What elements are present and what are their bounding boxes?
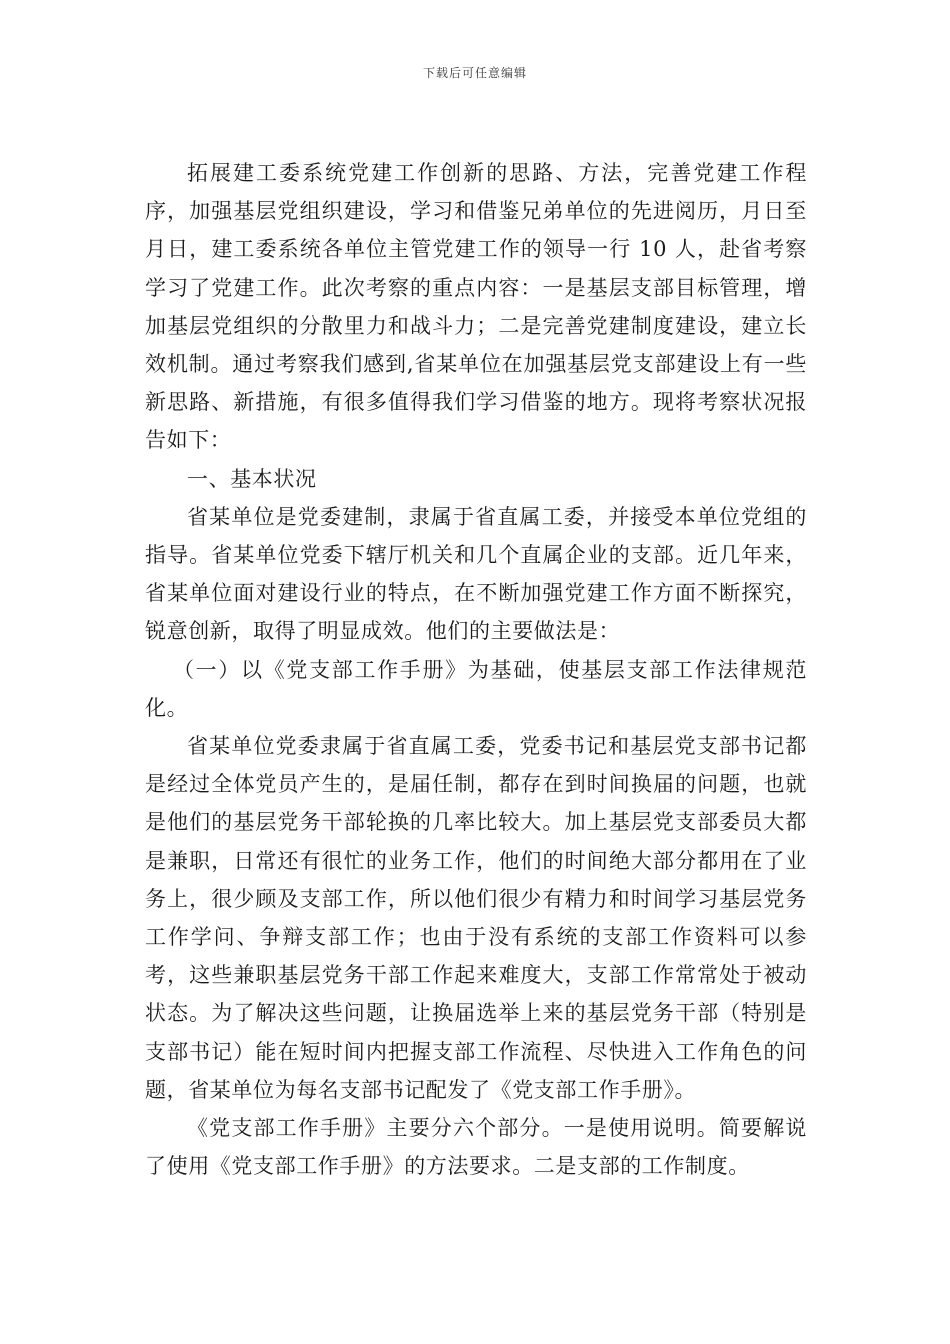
page-header-note: 下载后可任意编辑 xyxy=(422,66,527,80)
handbook-background-paragraph: 省某单位党委隶属于省直属工委，党委书记和基层党支部书记都是经过全体党员产生的，是届任制，都存在到时间换届的问题，也就是他们的基层党务干部轮换的几率比较大。加上基层党支部委员大都是兼职，日常还有很忙的业务工作，他们的时间绝大部分都用在了业务上，很少顾及支部工作，所以他们很少有精力和时间学习基层党务工作学问、争辩支部工作；也由于没有系统的支部工作资料可以参考，这些兼职基层党务干部工作起来难度大，支部工作常常处于被动状态。为了解决这些问题，让换届选举上来的基层党务干部（特别是支部书记）能在短时间内把握支部工作流程、尽快进入工作角色的问题，省某单位为每名支部书记配发了《党支部工作手册》。 xyxy=(145,734,807,1102)
handbook-parts-paragraph: 《党支部工作手册》主要分六个部分。一是使用说明。简要解说了使用《党支部工作手册》的方法要求。二是支部的工作制度。 xyxy=(145,1116,807,1179)
document-body xyxy=(145,154,807,1185)
section-heading-basic-situation: 一、基本状况 xyxy=(187,466,317,491)
subsection-heading-1: （一）以《党支部工作手册》为基础，使基层支部工作法律规范化。 xyxy=(145,657,807,720)
basic-situation-paragraph: 省某单位是党委建制，隶属于省直属工委，并接受本单位党组的指导。省某单位党委下辖厅机关和几个直属企业的支部。近几年来，省某单位面对建设行业的特点，在不断加强党建工作方面不断探究，锐意创新，取得了明显成效。他们的主要做法是： xyxy=(145,504,807,644)
intro-paragraph: 拓展建工委系统党建工作创新的思路、方法，完善党建工作程序，加强基层党组织建设，学习和借鉴兄弟单位的先进阅历，月日至月日，建工委系统各单位主管党建工作的领导一行 10 人，赴省考察学习了党建工作。此次考察的重点内容：一是基层支部目标管理，增加基层党组织的分散里力和战斗力；二是完善党建制度建设，建立长效机制。通过考察我们感到,省某单位在加强基层党支部建设上有一些新思路、新措施，有很多值得我们学习借鉴的地方。现将考察状况报告如下： xyxy=(145,161,807,453)
